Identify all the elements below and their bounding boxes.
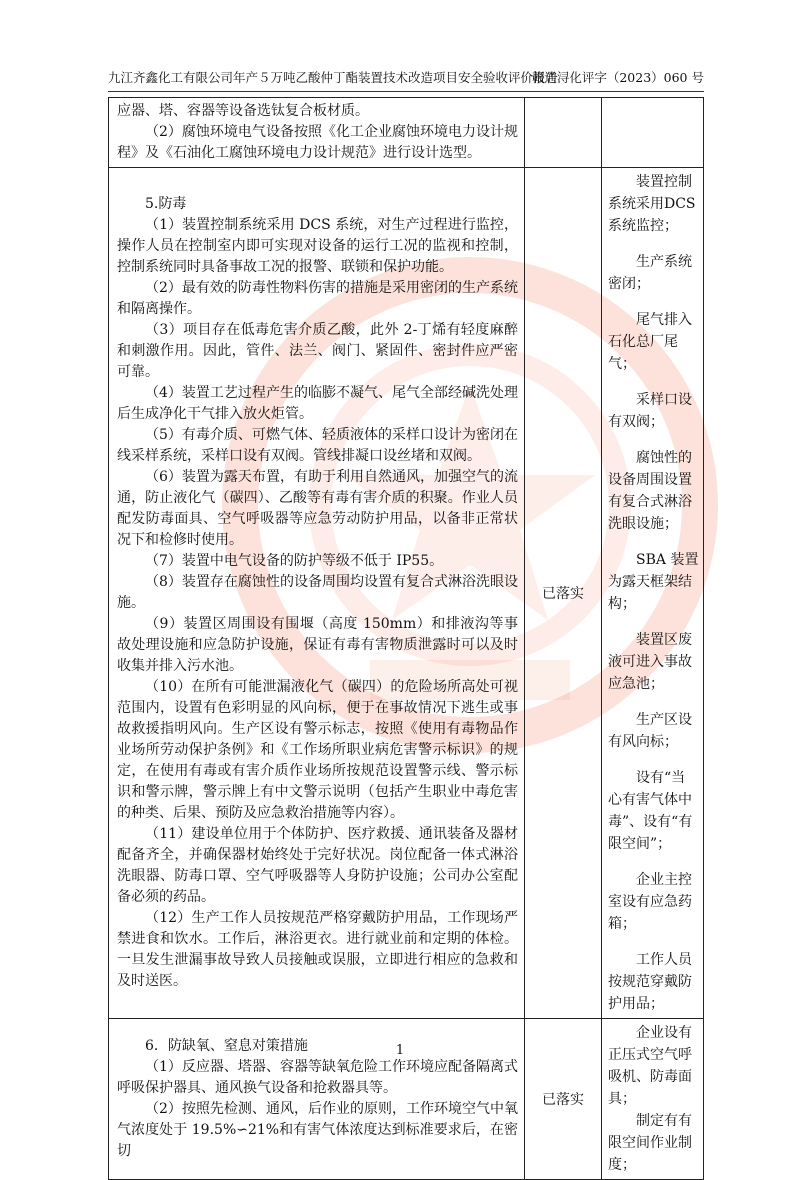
result-text: 企业设有正压式空气呼吸机、防毒面具； [608, 1025, 692, 1107]
result-text: 装置区废液可进入事故应急池； [608, 632, 692, 692]
measure-cell [109, 98, 525, 168]
measure-text: （8）装置存在腐蚀性的设备周围均设置有复合式淋浴洗眼设施。 [117, 574, 518, 611]
status-text: 已落实 [542, 1092, 584, 1108]
status-cell [525, 98, 602, 168]
result-text: SBA 装置为露天框架结构； [608, 552, 699, 612]
page-number: 1 [395, 1043, 405, 1058]
measure-text: （12）生产工作人员按规范严格穿戴防护用品，工作现场严禁进食和饮水。工作后，淋浴更衣。进行就业前和定期的体检。一旦发生泄漏事故导致人员接触或误服，立即进行相应的急救和及时送医。 [117, 910, 518, 989]
page-header [108, 68, 704, 88]
result-text: 制定有有限空间作业制度； [608, 1113, 692, 1173]
result-cell [602, 98, 704, 168]
table-row [109, 168, 704, 1019]
measure-text: （1）装置控制系统采用 DCS 系统，对生产过程进行监控，操作人员在控制室内即可实现对设备的运行工况的监视和控制，控制系统同时具备事故工况的报警、联锁和保护功能。 [117, 217, 518, 275]
status-text: 已落实 [542, 586, 584, 602]
header-title: 九江齐鑫化工有限公司年产５万吨乙酸仲丁酯装置技术改造项目安全验收评价报告 [108, 70, 559, 85]
result-text: 采样口设有双阀； [608, 392, 692, 430]
measure-text: （3）项目存在低毒危害介质乙酸，此外 2-丁烯有轻度麻醉和刺激作用。因此，管件、法兰、阀门、紧固件、密封件应严密可靠。 [117, 322, 518, 380]
section-heading: 5.防毒 [145, 196, 187, 212]
result-text: 装置控制系统采用DCS 系统监控； [608, 174, 696, 234]
result-text: 设有“当心有害气体中毒”、设有“有限空间”； [608, 770, 693, 852]
measures-table [108, 97, 704, 1180]
header-report-number: 赣通浔化评字（2023）060 号 [531, 70, 704, 85]
measure-text: （2）腐蚀环境电气设备按照《化工企业腐蚀环境电力设计规程》及《石油化工腐蚀环境电力设计规范》进行设计选型。 [117, 124, 518, 161]
measure-text: （10）在所有可能泄漏液化气（碳四）的危险场所高处可视范围内，设置有色彩明显的风向标，便于在事故情况下逃生或事故救援指明风向。生产区设有警示标志，按照《使用有毒物品作业场所劳动保护条例》和《工作场所职业病危害警示标识》的规定，在使用有毒或有害介质作业场所按规范设置警示线、警示标识和警示牌，警示牌上有中文警示说明（包括产生职业中毒危害的种类、后果、预防及应急救治措施等内容）。 [117, 679, 518, 821]
result-text: 企业主控室设有应急药箱； [608, 872, 692, 932]
measure-text: （2）最有效的防毒性物料伤害的措施是采用密闭的生产系统和隔离操作。 [117, 280, 518, 317]
measure-text: （6）装置为露天布置，有助于利用自然通风，加强空气的流通，防止液化气（碳四）、乙酸等有毒有害介质的积聚。作业人员配发防毒面具、空气呼吸器等应急劳动防护用品，以备非正常状况下和检修时使用。 [117, 469, 518, 548]
measure-text: （4）装置工艺过程产生的临膨不凝气、尾气全部经碱洗处理后生成净化干气排入放火炬管。 [117, 385, 518, 422]
measure-text: （1）反应器、塔器、容器等缺氧危险工作环境应配备隔离式呼吸保护器具、通风换气设备和抢救器具等。 [117, 1059, 518, 1096]
table-row [109, 98, 704, 168]
result-text: 腐蚀性的设备周围设置有复合式淋浴洗眼设施； [608, 450, 692, 532]
measure-text: （5）有毒介质、可燃气体、轻质液体的采样口设计为密闭在线采样系统，采样口设有双阀。管线排凝口设丝堵和双阀。 [117, 427, 518, 464]
status-cell [525, 168, 602, 1019]
measure-text: （9）装置区周围设有围堰（高度 150mm）和排液沟等事故处理设施和应急防护设施，保证有毒有害物质泄露时可以及时收集并排入污水池。 [117, 616, 518, 674]
result-text: 生产区设有风向标； [608, 712, 692, 750]
result-text: 尾气排入石化总厂尾气； [608, 312, 692, 372]
measure-text: （11）建设单位用于个体防护、医疗救援、通讯装备及器材配备齐全，并确保器材始终处于完好状况。岗位配备一体式淋浴洗眼器、防毒口罩、空气呼吸器等人身防护设施；公司办公室配备必须的药品。 [117, 826, 518, 905]
result-text: 生产系统密闭； [608, 254, 692, 292]
section-heading: 6．防缺氧、窒息对策措施 [145, 1038, 308, 1054]
measure-text: （2）按照先检测、通风，后作业的原则，工作环境空气中氧气浓度处于 19.5%∽21%和有害气体浓度达到标准要求后，在密切 [117, 1101, 518, 1159]
measure-text: 应器、塔、容器等设备选钛复合板材质。 [117, 103, 369, 119]
header-rule [108, 91, 704, 92]
result-cell [602, 168, 704, 1019]
measure-text: （7）装置中电气设备的防护等级不低于 IP55。 [145, 553, 444, 569]
measure-cell [109, 168, 525, 1019]
result-text: 工作人员按规范穿戴防护用品； [608, 952, 692, 1012]
